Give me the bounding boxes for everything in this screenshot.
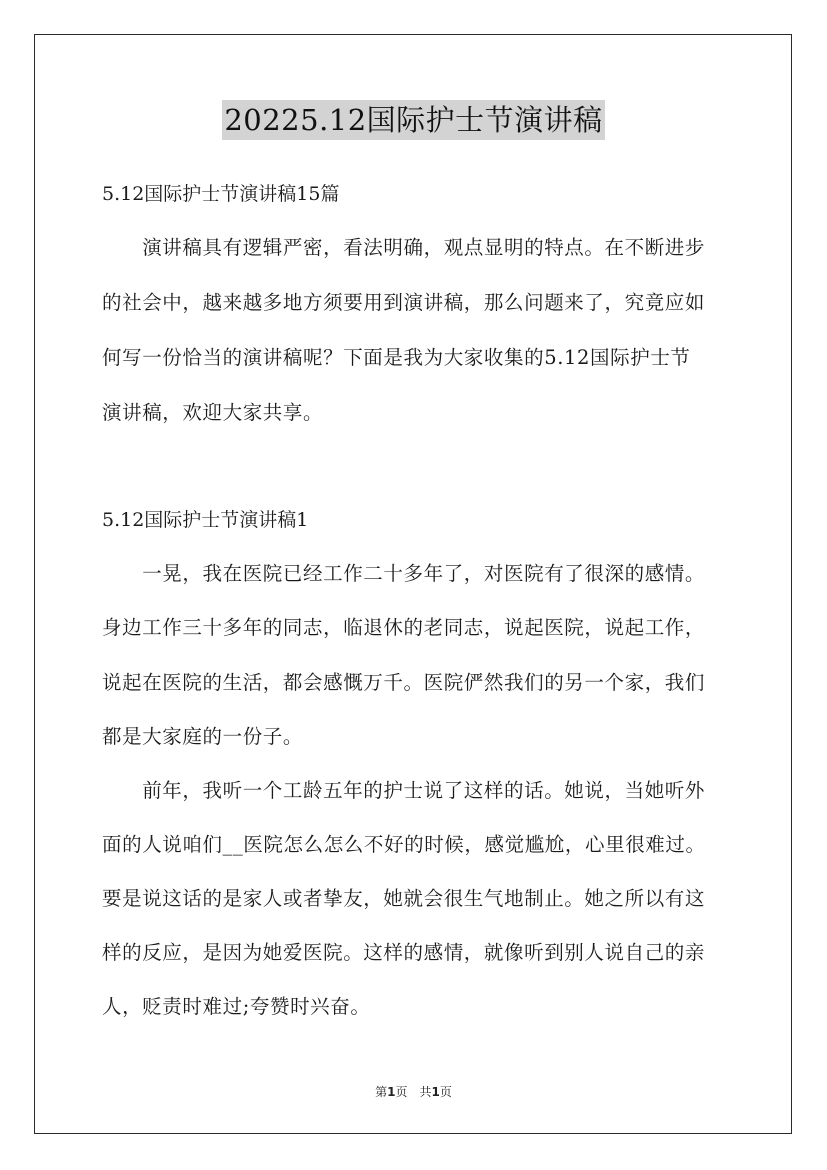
paragraph-line: 何写一份恰当的演讲稿呢？下面是我为大家收集的5.12国际护士节: [102, 346, 691, 369]
paragraph-line: 样的反应，是因为她爱医院。这样的感情，就像听到别人说自己的亲: [102, 941, 706, 964]
footer-prefix: 第: [375, 1085, 388, 1099]
paragraph-line: 都是大家庭的一份子。: [102, 725, 304, 748]
paragraph-line: 人，贬责时难过;夸赞时兴奋。: [102, 995, 371, 1018]
paragraph-line: 前年，我听一个工龄五年的护士说了这样的话。她说，当她听外: [102, 779, 706, 802]
document-subtitle: 5.12国际护士节演讲稿15篇: [102, 183, 340, 205]
paragraph-line: 身边工作三十多年的同志，临退休的老同志，说起医院，说起工作，: [102, 616, 706, 639]
footer-page-total: 1: [431, 1085, 440, 1099]
footer-suffix: 页: [439, 1085, 452, 1099]
footer-page-number: 1: [387, 1085, 396, 1099]
section-heading: 5.12国际护士节演讲稿1: [102, 509, 309, 531]
paragraph-line: 一晃，我在医院已经工作二十多年了，对医院有了很深的感情。: [102, 562, 706, 585]
paragraph-line: 演讲稿具有逻辑严密，看法明确，观点显明的特点。在不断进步: [102, 236, 706, 259]
paragraph-line: 面的人说咱们__医院怎么怎么不好的时候，感觉尴尬，心里很难过。: [102, 833, 706, 856]
page-footer: [0, 1083, 827, 1100]
paragraph-line: 演讲稿，欢迎大家共享。: [102, 401, 324, 424]
title-container: [0, 100, 827, 140]
paragraph-line: 的社会中，越来越多地方须要用到演讲稿，那么问题来了，究竟应如: [102, 291, 706, 314]
paragraph-line: 说起在医院的生活，都会感慨万千。医院俨然我们的另一个家，我们: [102, 671, 706, 694]
paragraph-line: 要是说这话的是家人或者挚友，她就会很生气地制止。她之所以有这: [102, 887, 706, 910]
footer-mid: 页 共: [395, 1085, 432, 1099]
document-title: 20225.12国际护士节演讲稿: [222, 100, 604, 140]
